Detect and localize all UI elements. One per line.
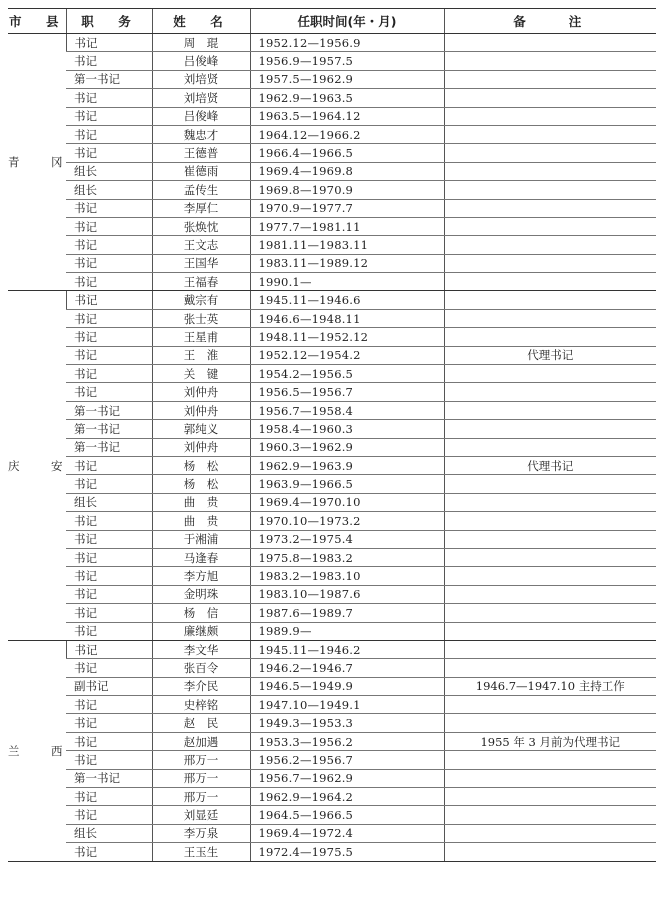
name-cell: 曲 贵 [152,512,250,530]
name-cell: 王 淮 [152,346,250,364]
term-cell: 1948.11—1952.12 [250,328,444,346]
note-cell [444,144,656,162]
name-cell: 王国华 [152,254,250,272]
position-cell: 书记 [66,291,152,309]
term-cell: 1973.2—1975.4 [250,530,444,548]
table-row [8,162,656,180]
term-cell: 1969.4—1969.8 [250,162,444,180]
term-cell: 1962.9—1963.9 [250,456,444,474]
table-row [8,328,656,346]
name-cell: 刘仲舟 [152,383,250,401]
table-row [8,309,656,327]
county-cell: 兰 西 [8,640,66,861]
table-row [8,273,656,291]
position-cell: 组长 [66,824,152,842]
position-cell: 书记 [66,309,152,327]
note-cell [444,52,656,70]
term-cell: 1963.9—1966.5 [250,475,444,493]
note-cell [444,125,656,143]
name-cell: 崔德雨 [152,162,250,180]
position-cell: 组长 [66,493,152,511]
term-cell: 1957.5—1962.9 [250,70,444,88]
position-cell: 书记 [66,475,152,493]
term-cell: 1981.11—1983.11 [250,236,444,254]
note-cell [444,34,656,52]
name-cell: 马逢春 [152,548,250,566]
table-row [8,806,656,824]
name-cell: 赵 民 [152,714,250,732]
note-cell [444,401,656,419]
table-row [8,346,656,364]
table-row [8,199,656,217]
table-row [8,512,656,530]
position-cell: 书记 [66,365,152,383]
term-cell: 1969.4—1972.4 [250,824,444,842]
note-cell [444,696,656,714]
header-note: 备 注 [444,9,656,34]
term-cell: 1945.11—1946.2 [250,640,444,658]
table-row [8,696,656,714]
note-cell [444,769,656,787]
position-cell: 组长 [66,162,152,180]
note-cell [444,217,656,235]
term-cell: 1963.5—1964.12 [250,107,444,125]
name-cell: 张百令 [152,659,250,677]
position-cell: 第一书记 [66,401,152,419]
term-cell: 1969.8—1970.9 [250,181,444,199]
table-row [8,438,656,456]
name-cell: 赵加遇 [152,732,250,750]
note-cell [444,291,656,309]
table-row [8,732,656,750]
term-cell: 1947.10—1949.1 [250,696,444,714]
table-row [8,788,656,806]
table-row [8,365,656,383]
position-cell: 书记 [66,640,152,658]
name-cell: 李万泉 [152,824,250,842]
table-row [8,843,656,861]
county-cell: 青 冈 [8,34,66,291]
name-cell: 李文华 [152,640,250,658]
term-cell: 1964.5—1966.5 [250,806,444,824]
term-cell: 1970.10—1973.2 [250,512,444,530]
table-row [8,291,656,309]
table-row [8,769,656,787]
table-row [8,640,656,658]
name-cell: 刘仲舟 [152,438,250,456]
note-cell [444,70,656,88]
note-cell [444,309,656,327]
header-position: 职 务 [66,9,152,34]
note-cell [444,475,656,493]
note-cell [444,512,656,530]
position-cell: 书记 [66,254,152,272]
name-cell: 李厚仁 [152,199,250,217]
table-row [8,622,656,640]
position-cell: 书记 [66,548,152,566]
note-cell: 1946.7—1947.10 主持工作 [444,677,656,695]
table-row [8,70,656,88]
county-cell: 庆 安 [8,291,66,640]
name-cell: 刘培贤 [152,70,250,88]
position-cell: 书记 [66,585,152,603]
table-body [8,34,656,862]
note-cell [444,824,656,842]
note-cell [444,236,656,254]
table-row [8,107,656,125]
name-cell: 邢万一 [152,769,250,787]
name-cell: 孟传生 [152,181,250,199]
position-cell: 书记 [66,52,152,70]
name-cell: 刘显廷 [152,806,250,824]
note-cell [444,493,656,511]
note-cell [444,181,656,199]
term-cell: 1952.12—1954.2 [250,346,444,364]
position-cell: 书记 [66,788,152,806]
name-cell: 曲 贵 [152,493,250,511]
table-row [8,475,656,493]
note-cell [444,89,656,107]
position-cell: 书记 [66,125,152,143]
position-cell: 副书记 [66,677,152,695]
table-row [8,89,656,107]
term-cell: 1952.12—1956.9 [250,34,444,52]
position-cell: 书记 [66,751,152,769]
term-cell: 1983.2—1983.10 [250,567,444,585]
name-cell: 王文志 [152,236,250,254]
name-cell: 王星甫 [152,328,250,346]
term-cell: 1975.8—1983.2 [250,548,444,566]
table-row [8,181,656,199]
term-cell: 1956.2—1956.7 [250,751,444,769]
position-cell: 第一书记 [66,438,152,456]
table-row [8,567,656,585]
table-row [8,236,656,254]
term-cell: 1953.3—1956.2 [250,732,444,750]
table-row [8,548,656,566]
position-cell: 书记 [66,144,152,162]
name-cell: 王福春 [152,273,250,291]
name-cell: 周 琨 [152,34,250,52]
note-cell [444,107,656,125]
term-cell: 1970.9—1977.7 [250,199,444,217]
term-cell: 1969.4—1970.10 [250,493,444,511]
position-cell: 书记 [66,567,152,585]
table-row [8,530,656,548]
table-row [8,824,656,842]
header-row [8,9,656,34]
position-cell: 书记 [66,236,152,254]
position-cell: 书记 [66,217,152,235]
position-cell: 书记 [66,273,152,291]
name-cell: 张士英 [152,309,250,327]
name-cell: 杨 松 [152,456,250,474]
header-county: 市 县 [8,9,66,34]
note-cell [444,659,656,677]
note-cell [444,843,656,861]
table-row [8,383,656,401]
name-cell: 刘仲舟 [152,401,250,419]
term-cell: 1983.11—1989.12 [250,254,444,272]
name-cell: 史梓铭 [152,696,250,714]
position-cell: 书记 [66,456,152,474]
name-cell: 关 键 [152,365,250,383]
position-cell: 书记 [66,806,152,824]
note-cell [444,714,656,732]
note-cell [444,585,656,603]
name-cell: 郭纯义 [152,420,250,438]
term-cell: 1958.4—1960.3 [250,420,444,438]
officials-table [8,8,656,862]
position-cell: 书记 [66,604,152,622]
term-cell: 1962.9—1964.2 [250,788,444,806]
name-cell: 魏忠才 [152,125,250,143]
position-cell: 书记 [66,512,152,530]
term-cell: 1977.7—1981.11 [250,217,444,235]
position-cell: 组长 [66,181,152,199]
table-row [8,659,656,677]
table-row [8,217,656,235]
term-cell: 1964.12—1966.2 [250,125,444,143]
position-cell: 书记 [66,107,152,125]
note-cell [444,751,656,769]
note-cell [444,162,656,180]
note-cell [444,199,656,217]
table-row [8,254,656,272]
term-cell: 1966.4—1966.5 [250,144,444,162]
table-row [8,714,656,732]
name-cell: 王德普 [152,144,250,162]
name-cell: 廉继颇 [152,622,250,640]
table-row [8,401,656,419]
term-cell: 1960.3—1962.9 [250,438,444,456]
table-row [8,52,656,70]
table-row [8,125,656,143]
table-row [8,677,656,695]
term-cell: 1956.5—1956.7 [250,383,444,401]
position-cell: 书记 [66,346,152,364]
term-cell: 1946.5—1949.9 [250,677,444,695]
note-cell [444,640,656,658]
term-cell: 1945.11—1946.6 [250,291,444,309]
name-cell: 邢万一 [152,788,250,806]
name-cell: 吕俊峰 [152,52,250,70]
note-cell: 1955 年 3 月前为代理书记 [444,732,656,750]
table-row [8,493,656,511]
position-cell: 书记 [66,199,152,217]
term-cell: 1956.9—1957.5 [250,52,444,70]
note-cell [444,548,656,566]
name-cell: 于湘浦 [152,530,250,548]
term-cell: 1987.6—1989.7 [250,604,444,622]
name-cell: 杨 信 [152,604,250,622]
note-cell [444,622,656,640]
name-cell: 戴宗有 [152,291,250,309]
note-cell [444,604,656,622]
position-cell: 第一书记 [66,420,152,438]
position-cell: 书记 [66,843,152,861]
table-row [8,420,656,438]
name-cell: 杨 松 [152,475,250,493]
position-cell: 书记 [66,530,152,548]
name-cell: 王玉生 [152,843,250,861]
term-cell: 1946.2—1946.7 [250,659,444,677]
position-cell: 书记 [66,714,152,732]
table-row [8,456,656,474]
table-row [8,34,656,52]
term-cell: 1949.3—1953.3 [250,714,444,732]
name-cell: 邢万一 [152,751,250,769]
header-term: 任职时间(年・月) [250,9,444,34]
note-cell [444,383,656,401]
position-cell: 第一书记 [66,70,152,88]
position-cell: 书记 [66,622,152,640]
note-cell [444,420,656,438]
table-row [8,585,656,603]
position-cell: 书记 [66,383,152,401]
name-cell: 李介民 [152,677,250,695]
note-cell: 代理书记 [444,346,656,364]
position-cell: 第一书记 [66,769,152,787]
name-cell: 张焕忱 [152,217,250,235]
table-row [8,604,656,622]
note-cell: 代理书记 [444,456,656,474]
note-cell [444,438,656,456]
note-cell [444,254,656,272]
term-cell: 1946.6—1948.11 [250,309,444,327]
name-cell: 刘培贤 [152,89,250,107]
term-cell: 1972.4—1975.5 [250,843,444,861]
name-cell: 吕俊峰 [152,107,250,125]
term-cell: 1954.2—1956.5 [250,365,444,383]
term-cell: 1962.9—1963.5 [250,89,444,107]
note-cell [444,567,656,585]
position-cell: 书记 [66,696,152,714]
header-name: 姓 名 [152,9,250,34]
table-row [8,144,656,162]
note-cell [444,530,656,548]
note-cell [444,806,656,824]
position-cell: 书记 [66,732,152,750]
note-cell [444,788,656,806]
name-cell: 李方旭 [152,567,250,585]
term-cell: 1956.7—1958.4 [250,401,444,419]
position-cell: 书记 [66,328,152,346]
term-cell: 1956.7—1962.9 [250,769,444,787]
position-cell: 书记 [66,34,152,52]
term-cell: 1983.10—1987.6 [250,585,444,603]
table-row [8,751,656,769]
position-cell: 书记 [66,89,152,107]
note-cell [444,328,656,346]
name-cell: 金明珠 [152,585,250,603]
position-cell: 书记 [66,659,152,677]
term-cell: 1990.1— [250,273,444,291]
note-cell [444,365,656,383]
term-cell: 1989.9— [250,622,444,640]
note-cell [444,273,656,291]
